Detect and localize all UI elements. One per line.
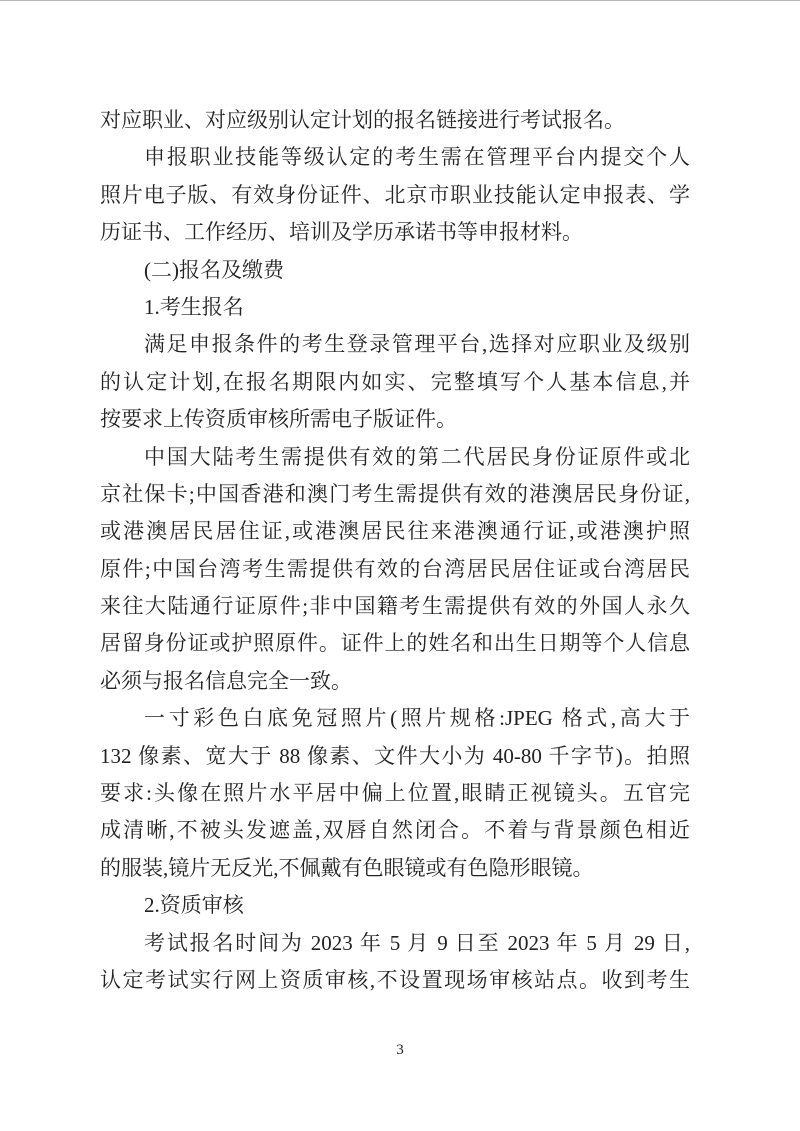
text-line: 认定考试实行网上资质审核,不设置现场审核站点。收到考生	[100, 967, 690, 992]
text-line: 2.资质审核	[144, 893, 244, 918]
text-line: 按要求上传资质审核所需电子版证件。	[100, 407, 457, 432]
text-line: 的服装,镜片无反光,不佩戴有色眼镜或有色隐形眼镜。	[100, 855, 594, 880]
text-line: (二)报名及缴费	[144, 257, 284, 282]
text-line: 对应职业、对应级别认定计划的报名链接进行考试报名。	[100, 108, 625, 132]
text-line: 132 像素、宽大于 88 像素、文件大小为 40-80 千字节)。拍照	[100, 743, 690, 768]
text-line: 1.考生报名	[144, 294, 244, 319]
text-body	[100, 102, 690, 999]
text-line: 要求:头像在照片水平居中偏上位置,眼睛正视镜头。五官完	[100, 781, 690, 806]
page-footer	[0, 1040, 800, 1060]
text-line: 成清晰,不被头发遮盖,双唇自然闭合。不着与背景颜色相近	[100, 818, 690, 843]
text-line: 历证书、工作经历、培训及学历承诺书等申报材料。	[100, 220, 583, 245]
page-number: 3	[396, 1042, 404, 1058]
text-line: 来往大陆通行证原件;非中国籍考生需提供有效的外国人永久	[100, 594, 690, 619]
text-line: 一寸彩色白底免冠照片(照片规格:JPEG 格式,高大于	[144, 706, 690, 731]
text-line: 的认定计划,在报名期限内如实、完整填写个人基本信息,并	[100, 369, 690, 394]
text-line: 申报职业技能等级认定的考生需在管理平台内提交个人	[144, 145, 690, 170]
text-line: 照片电子版、有效身份证件、北京市职业技能认定申报表、学	[100, 182, 690, 207]
text-line: 中国大陆考生需提供有效的第二代居民身份证原件或北	[144, 444, 690, 469]
text-line: 京社保卡;中国香港和澳门考生需提供有效的港澳居民身份证,	[100, 481, 690, 506]
text-line: 或港澳居民居住证,或港澳居民往来港澳通行证,或港澳护照	[100, 519, 690, 544]
text-line: 必须与报名信息完全一致。	[100, 668, 352, 693]
page-top-edge-line	[0, 0, 800, 1]
text-line: 考试报名时间为 2023 年 5 月 9 日至 2023 年 5 月 29 日,	[144, 930, 690, 955]
text-line: 居留身份证或护照原件。证件上的姓名和出生日期等个人信息	[100, 631, 690, 656]
text-line: 满足申报条件的考生登录管理平台,选择对应职业及级别	[144, 332, 690, 357]
text-line: 原件;中国台湾考生需提供有效的台湾居民居住证或台湾居民	[100, 556, 690, 581]
